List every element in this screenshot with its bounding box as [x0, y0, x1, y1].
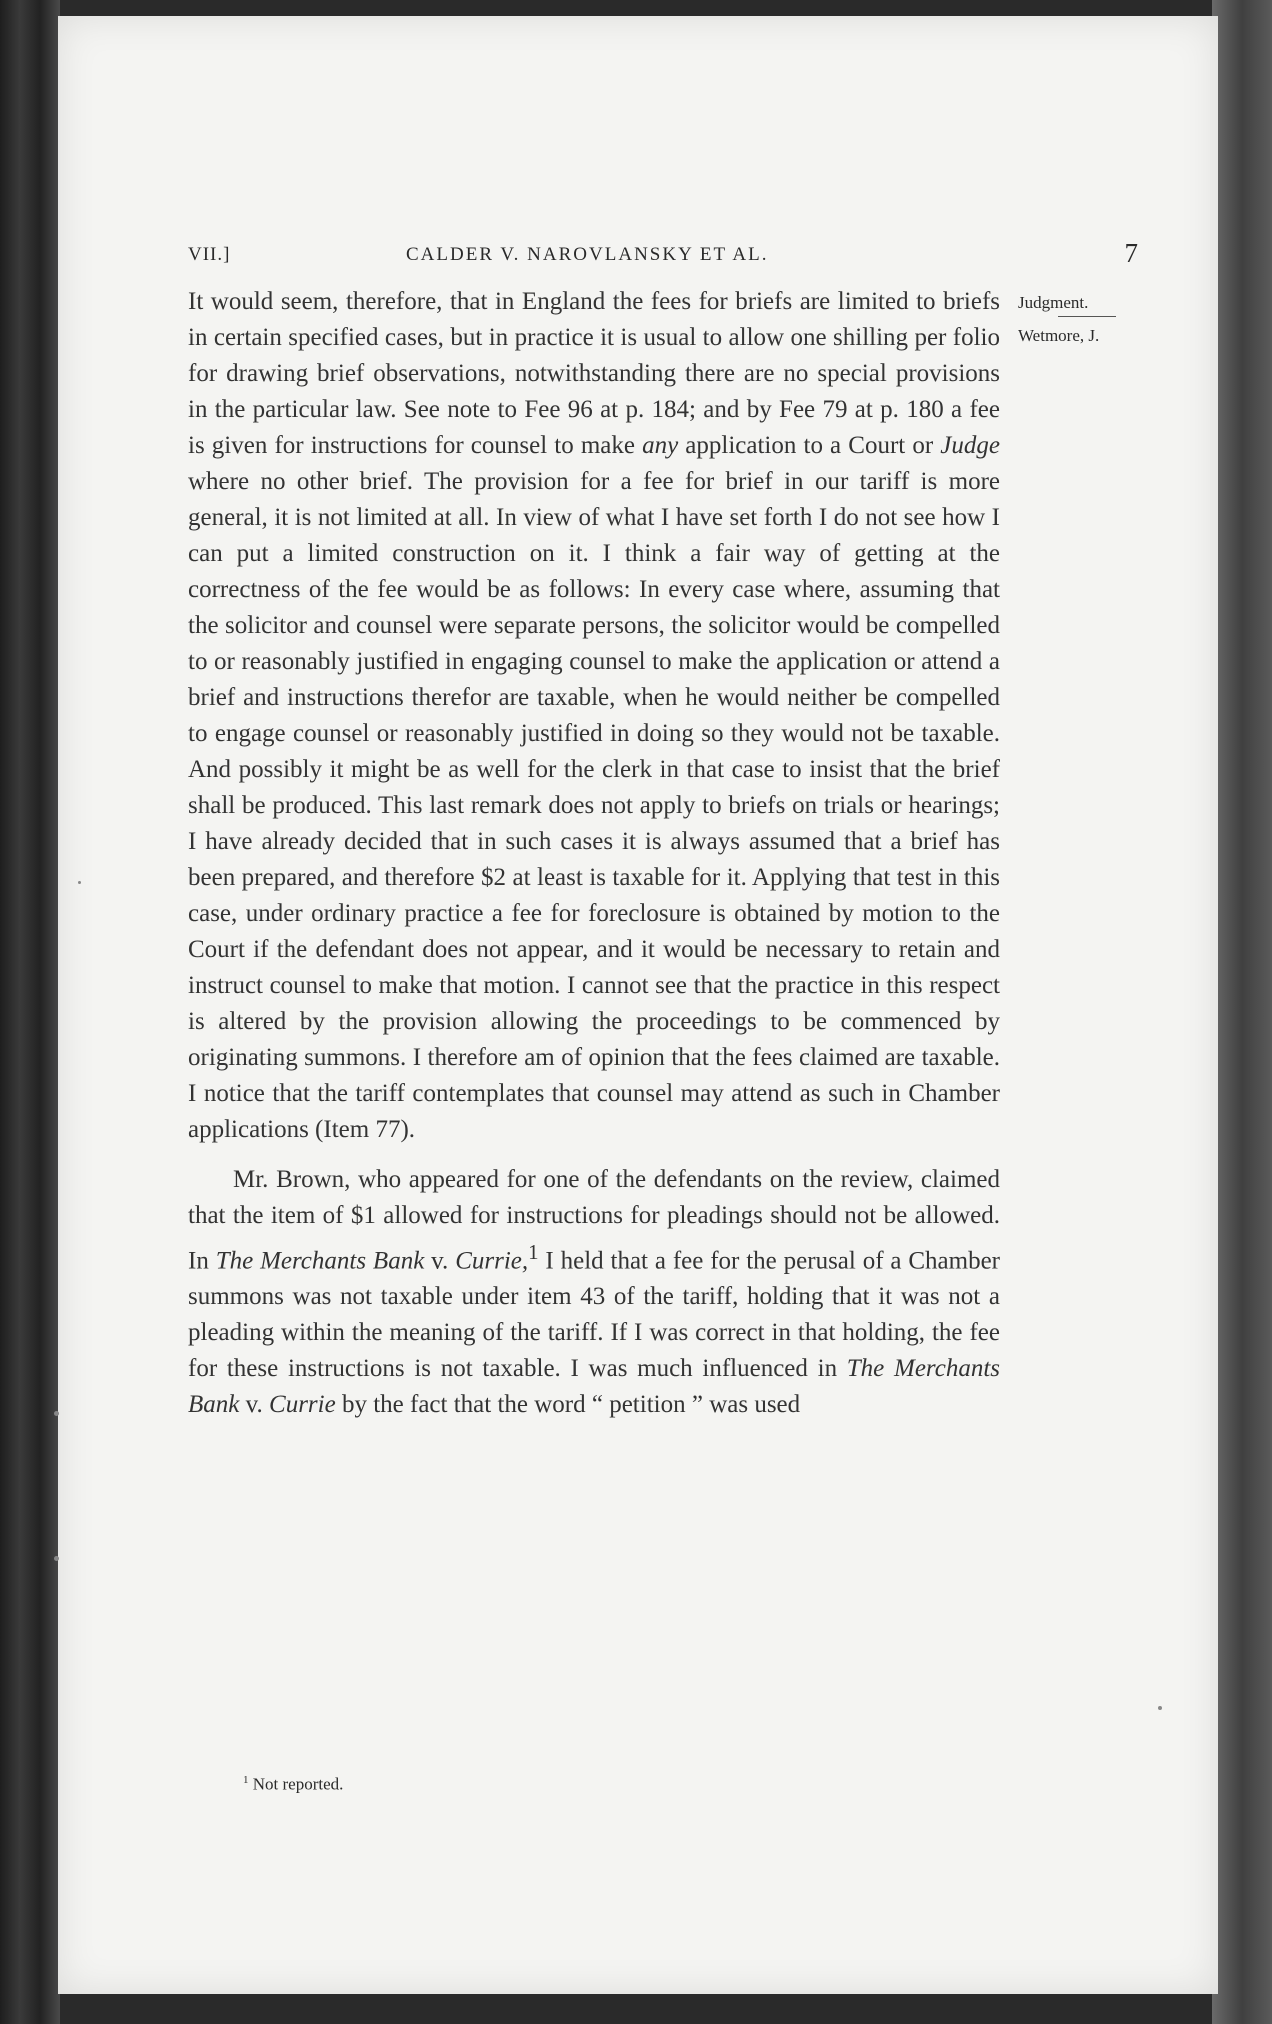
case-citation-1: The Merchants Bank — [215, 1247, 425, 1275]
p1-emphasis-any: any — [642, 432, 679, 459]
margin-note-judge: Wetmore, J. — [1018, 326, 1100, 345]
p1-text-a: It would seem, therefore, that in England the fees for briefs are limited to briefs in certain specified cases, but in practice it is usual to allow one shilling per folio for drawing brief observations, notwithstanding there are no special provisions in the particular law. See note to Fee 96 at p. 184; and by Fee 79 at p. 180 a fee is given for instructions for counsel to make — [188, 288, 1000, 459]
margin-note — [1018, 286, 1168, 353]
p1-text-b: application to a Court or — [678, 432, 941, 459]
scan-speck — [54, 1556, 59, 1561]
paragraph-1 — [188, 284, 1000, 1148]
volume-label: VII.] — [188, 244, 231, 265]
running-head — [188, 238, 1138, 272]
p2-versus-1: v. — [424, 1247, 456, 1275]
p1-emphasis-judge: Judge — [940, 432, 1000, 459]
footnote-mark: 1 — [243, 1774, 249, 1786]
scan-edge-left — [0, 0, 60, 2024]
case-citation-2: The Merchants Bank — [188, 1355, 1000, 1419]
book-page — [58, 16, 1218, 1994]
case-citation-1b: Currie, — [455, 1247, 529, 1275]
scan-speck — [78, 881, 81, 884]
page-number: 7 — [1124, 238, 1138, 268]
p1-text-c: where no other brief. The provision for a fee for brief in our tariff is more general, it is not limited at all. In view of what I have set forth I do not see how I can put a limited construction on it. I think a fair way of getting at the correctness of the fee would be as follows: In every case where, assuming that the solicitor and counsel were separate persons, the solicitor would be compelled to or reasonably justified in engaging counsel to make the application or attend a brief and instructions therefor are taxable, when he would neither be compelled to engage counsel or reasonably justified in doing so they would not be taxable. And possibly it might be as well for the clerk in that case to insist that the brief shall be produced. This last remark does not apply to briefs on trials or hearings; I have already decided that in such cases it is always assumed that a brief has been prepared, and therefore $2 at least is taxable for it. Applying that test in this case, under ordinary practice a fee for foreclosure is obtained by motion to the Court if the defendant does not appear, and it would be necessary to retain and instruct counsel to make that motion. I cannot see that the practice in this respect is altered by the provision allowing the proceedings to be commenced by originating summons. I therefore am of opinion that the fees claimed are taxable. I notice that the tariff contemplates that counsel may attend as such in Chamber applications (Item 77). — [188, 468, 1000, 1143]
footnote — [243, 1774, 343, 1795]
p2-text-b: I held that a fee for the perusal of a Chamber summons was not taxable under item 43 of the tariff, holding that it was not a pleading within the meaning of the tariff. If I was correct in that holding, the fee for these instructions is not taxable. I was much influenced in — [188, 1247, 1000, 1383]
scan-speck — [54, 1411, 59, 1416]
p2-versus-2: v. — [239, 1391, 270, 1419]
p2-text-c: by the fact that the word “ petition ” was used — [335, 1391, 801, 1419]
footnote-text: Not reported. — [248, 1774, 344, 1794]
case-citation-2b: Currie — [269, 1391, 336, 1419]
footnote-reference: 1 — [528, 1240, 539, 1264]
case-title: CALDER V. NAROVLANSKY ET AL. — [406, 244, 769, 265]
p2-text-a: Mr. Brown, who appeared for one of the defendants on the review, claimed that the item of $1 allowed for instructions for pleadings should not be allowed. In — [188, 1166, 1000, 1275]
scan-edge-right — [1212, 0, 1272, 2024]
body-text — [188, 284, 1000, 1423]
paragraph-2 — [188, 1162, 1000, 1423]
margin-note-section: Judgment. — [1018, 293, 1089, 312]
scan-speck — [1158, 1706, 1162, 1710]
